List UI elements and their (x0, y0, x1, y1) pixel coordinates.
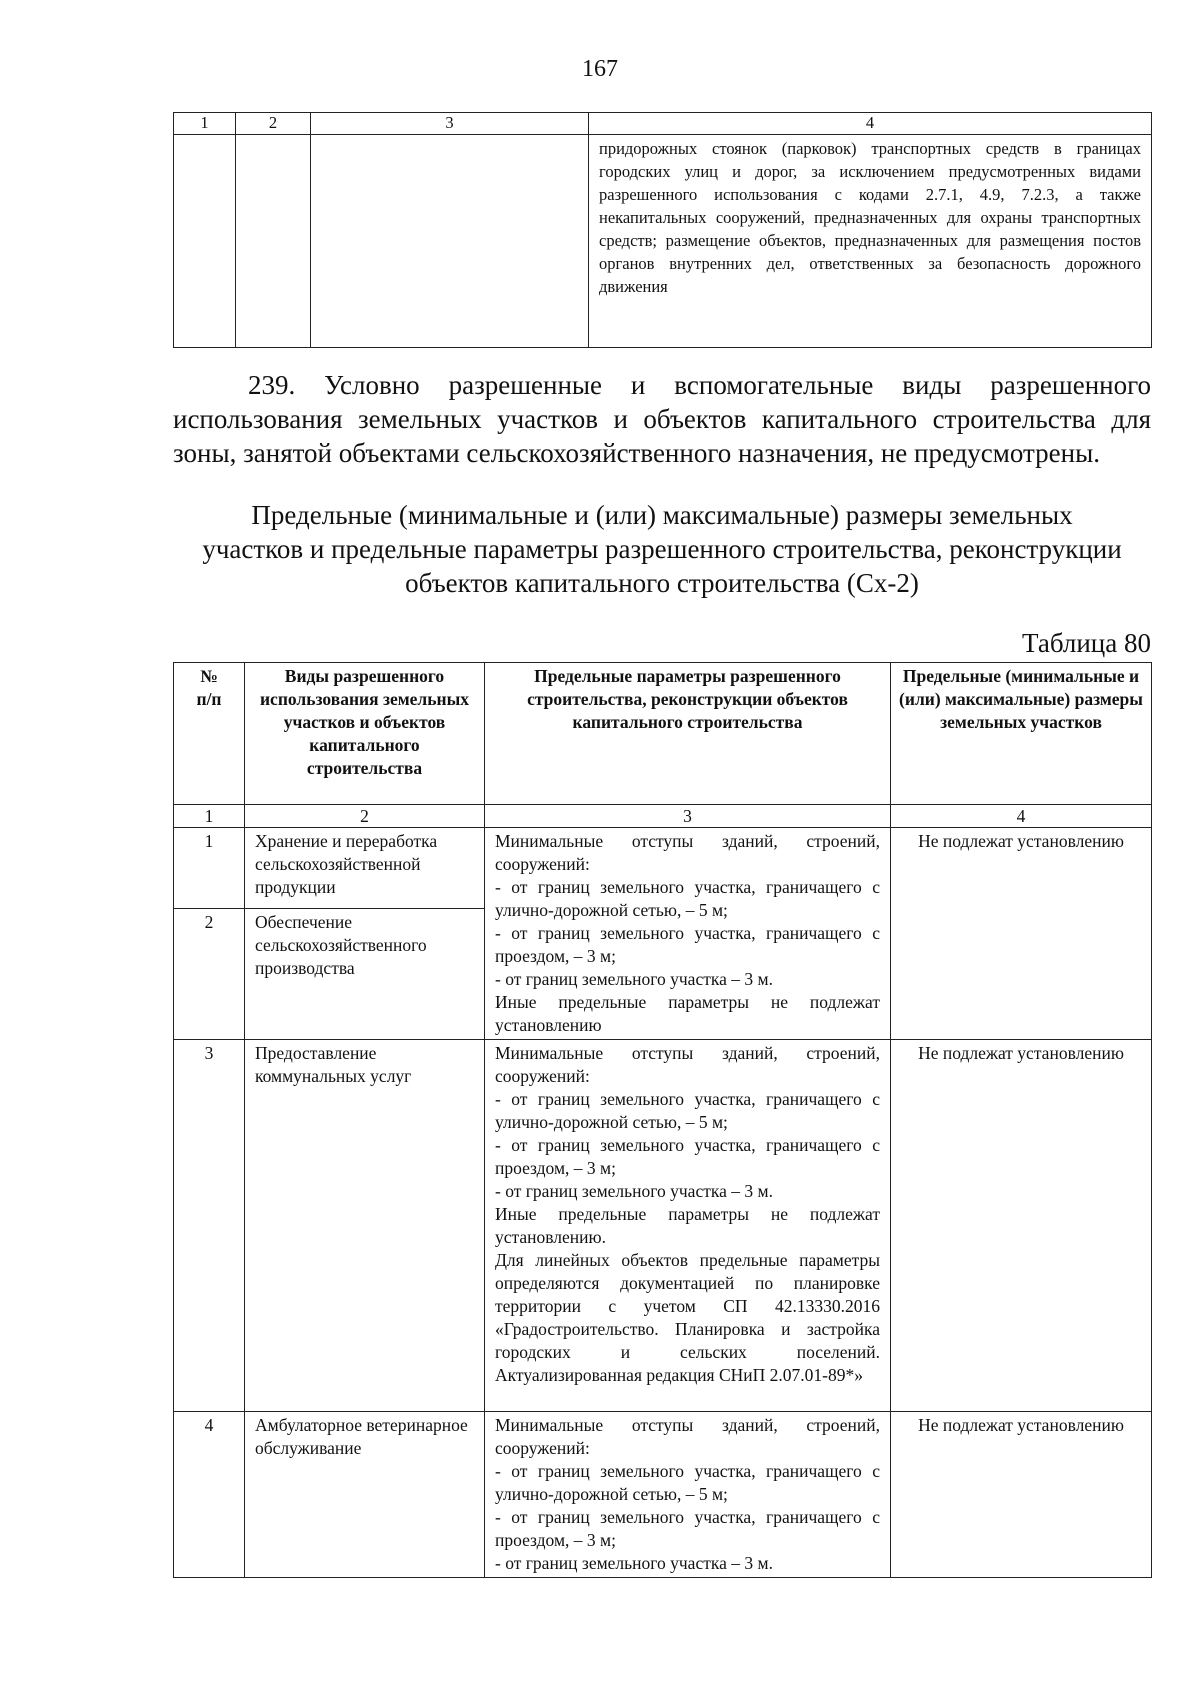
header-sizes: Предельные (минимальные и (или) максимальные) размеры земельных участков (891, 663, 1152, 805)
sizes-text: Не подлежат установлению (891, 1040, 1152, 1412)
section-title-line-1: Предельные (минимальные и (или) максимальные) размеры земельных (251, 500, 1073, 530)
col-number-1: 1 (174, 113, 236, 135)
header-params: Предельные параметры разрешенного строительства, реконструкции объектов капитального строительства (485, 663, 891, 805)
empty-cell (236, 135, 311, 348)
table-row (174, 1412, 1152, 1578)
sizes-text: Не подлежат установлению (891, 828, 1152, 1040)
params-text: Минимальные отступы зданий, строений, сооружений: - от границ земельного участка, граничащего с улично-дорожной сетью, – 5 м; - от границ земельного участка, граничащего с проездом, – 3 м; - от границ земельного участка – 3 м. Иные предельные параметры не подлежат установлению (485, 828, 891, 1040)
row-number: 1 (174, 828, 245, 909)
row-number: 4 (174, 1412, 245, 1578)
limits-table (173, 662, 1152, 1578)
table-row (174, 1040, 1152, 1412)
col-number-3: 3 (311, 113, 589, 135)
sizes-text: Не подлежат установлению (891, 1412, 1152, 1578)
use-kind: Амбулаторное ветеринарное обслуживание (245, 1412, 485, 1578)
row-number: 3 (174, 1040, 245, 1412)
col-number: 2 (245, 805, 485, 828)
table-caption: Таблица 80 (1022, 628, 1151, 658)
continuation-body-row (174, 135, 1152, 348)
col-number-4: 4 (589, 113, 1152, 135)
params-text: Минимальные отступы зданий, строений, сооружений: - от границ земельного участка, граничащего с улично-дорожной сетью, – 5 м; - от границ земельного участка, граничащего с проездом, – 3 м; - от границ земельного участка – 3 м. Иные предельные параметры не подлежат установлению. Для линейных объектов предельные параметры определяются документацией по планировке территории с учетом СП 42.13330.2016 «Градостроительство. Планировка и застройка городских и сельских поселений. Актуализированная редакция СНиП 2.07.01-89*» (485, 1040, 891, 1412)
empty-cell (174, 135, 236, 348)
continuation-header-row (174, 113, 1152, 135)
col-number: 4 (891, 805, 1152, 828)
section-title-line-3: объектов капитального строительства (Сх-2) (405, 568, 919, 598)
header-no: № п/п (174, 663, 245, 805)
table-header-row (174, 663, 1152, 805)
page-number: 167 (582, 56, 618, 82)
header-use-kind: Виды разрешенного использования земельных участков и объектов капитального строительства (245, 663, 485, 805)
use-kind: Хранение и переработка сельскохозяйственной продукции (245, 828, 485, 909)
section-title (173, 498, 1151, 600)
row-number: 2 (174, 908, 245, 1039)
use-kind: Обеспечение сельскохозяйственного производства (245, 908, 485, 1039)
column-numbers-row (174, 805, 1152, 828)
use-kind: Предоставление коммунальных услуг (245, 1040, 485, 1412)
params-text: Минимальные отступы зданий, строений, сооружений: - от границ земельного участка, граничащего с улично-дорожной сетью, – 5 м; - от границ земельного участка, граничащего с проездом, – 3 м; - от границ земельного участка – 3 м. (485, 1412, 891, 1578)
table-row (174, 828, 1152, 909)
col-number: 3 (485, 805, 891, 828)
empty-cell (311, 135, 589, 348)
continuation-text: придорожных стоянок (парковок) транспортных средств в границах городских улиц и дорог, за исключением предусмотренных видами разрешенного использования с кодами 2.7.1, 4.9, 7.2.3, а также некапитальных сооружений, предназначенных для охраны транспортных средств; размещение объектов, предназначенных для размещения постов органов внутренних дел, ответственных за безопасность дорожного движения (589, 135, 1152, 348)
section-title-line-2: участков и предельные параметры разрешенного строительства, реконструкции (202, 534, 1122, 564)
col-number: 1 (174, 805, 245, 828)
paragraph-239: 239. Условно разрешенные и вспомогательные виды разрешенного использования земельных участков и объектов капитального строительства для зоны, занятой объектами сельскохозяйственного назначения, не предусмотрены. (173, 370, 1151, 468)
continuation-table (173, 112, 1152, 348)
col-number-2: 2 (236, 113, 311, 135)
